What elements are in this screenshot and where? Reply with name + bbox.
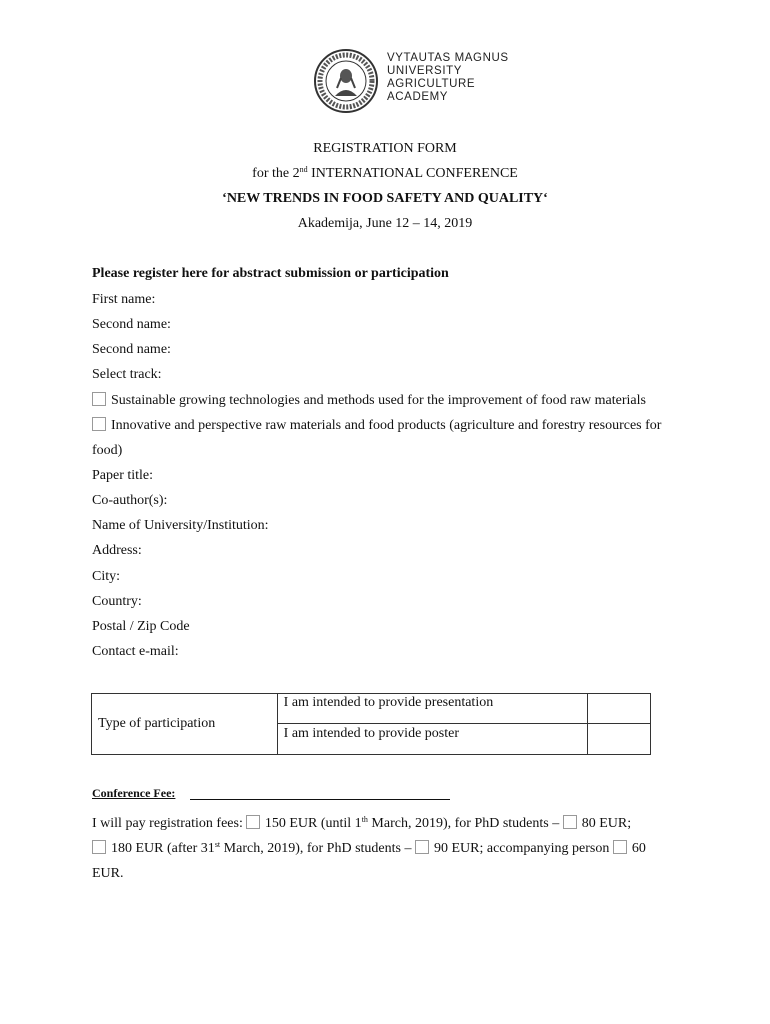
logo-line: ACADEMY	[387, 91, 449, 103]
first-name-label: First name:	[92, 292, 156, 307]
fee-line-3: EUR.	[92, 866, 124, 881]
fee-line-1	[92, 815, 631, 833]
fee-60-checkbox[interactable]	[613, 840, 627, 854]
presentation-option: I am intended to provide presentation	[277, 694, 587, 724]
track-1-checkbox[interactable]	[92, 392, 106, 406]
participation-table	[91, 693, 651, 755]
track-1-label: Sustainable growing technologies and methods used for the improvement of food raw materials	[111, 393, 646, 408]
track-2-label-cont: food)	[92, 443, 123, 458]
co-authors-label: Co-author(s):	[92, 493, 168, 508]
form-title: REGISTRATION FORM	[313, 141, 457, 156]
track-option-1[interactable]	[92, 392, 646, 410]
fee-90-checkbox[interactable]	[415, 840, 429, 854]
second-name-label: Second name:	[92, 317, 171, 332]
country-label: Country:	[92, 594, 142, 609]
fee-180-pre: 180 EUR (after 31	[111, 841, 215, 856]
poster-option: I am intended to provide poster	[277, 724, 587, 755]
paper-title-label: Paper title:	[92, 468, 154, 483]
participation-type-label: Type of participation	[92, 694, 278, 755]
institution-label: Name of University/Institution:	[92, 518, 269, 533]
select-track-label: Select track:	[92, 367, 162, 382]
postal-label: Postal / Zip Code	[92, 619, 190, 634]
email-label: Contact e-mail:	[92, 644, 179, 659]
presentation-checkbox-cell[interactable]	[587, 694, 650, 724]
track-2-checkbox[interactable]	[92, 417, 106, 431]
fee-80-checkbox[interactable]	[563, 815, 577, 829]
location-date: Akademija, June 12 – 14, 2019	[297, 216, 473, 231]
conference-pre: for the 2	[252, 166, 300, 181]
university-seal-icon	[313, 48, 379, 114]
conference-fee-heading: Conference Fee:	[92, 786, 176, 800]
address-label: Address:	[92, 543, 142, 558]
intro-text: Please register here for abstract submission or participation	[92, 266, 449, 281]
fee-180-post: March, 2019), for PhD students –	[220, 841, 412, 856]
fee-180-sup: st	[214, 840, 221, 849]
fee-180-checkbox[interactable]	[92, 840, 106, 854]
fee-150-pre: 150 EUR (until 1	[264, 816, 362, 831]
conference-post: INTERNATIONAL CONFERENCE	[307, 166, 518, 181]
fee-90-label: 90 EUR; accompanying person	[433, 841, 610, 856]
logo-line: UNIVERSITY	[387, 65, 463, 77]
fee-intro: I will pay registration fees:	[92, 816, 243, 831]
logo-line: AGRICULTURE	[387, 78, 476, 90]
conference-name: ‘NEW TRENDS IN FOOD SAFETY AND QUALITY‘	[222, 191, 548, 206]
city-label: City:	[92, 569, 121, 584]
fee-line-2	[92, 840, 646, 858]
track-option-2[interactable]	[92, 417, 661, 435]
university-logo	[313, 48, 573, 114]
fee-150-post: March, 2019), for PhD students –	[367, 816, 560, 831]
logo-text	[387, 52, 509, 104]
track-2-label: Innovative and perspective raw materials and food products (agriculture and forestry resources for	[111, 418, 662, 433]
logo-line: VYTAUTAS MAGNUS	[387, 52, 509, 64]
fee-150-checkbox[interactable]	[246, 815, 260, 829]
conference-sup: nd	[299, 165, 308, 174]
poster-checkbox-cell[interactable]	[587, 724, 650, 755]
fee-80-label: 80 EUR;	[581, 816, 632, 831]
conference-line	[0, 166, 770, 182]
second-name-label-2: Second name:	[92, 342, 171, 357]
fee-150-sup: th	[361, 815, 368, 824]
fee-60-label: 60	[631, 841, 646, 856]
fee-heading-rule	[190, 799, 450, 800]
